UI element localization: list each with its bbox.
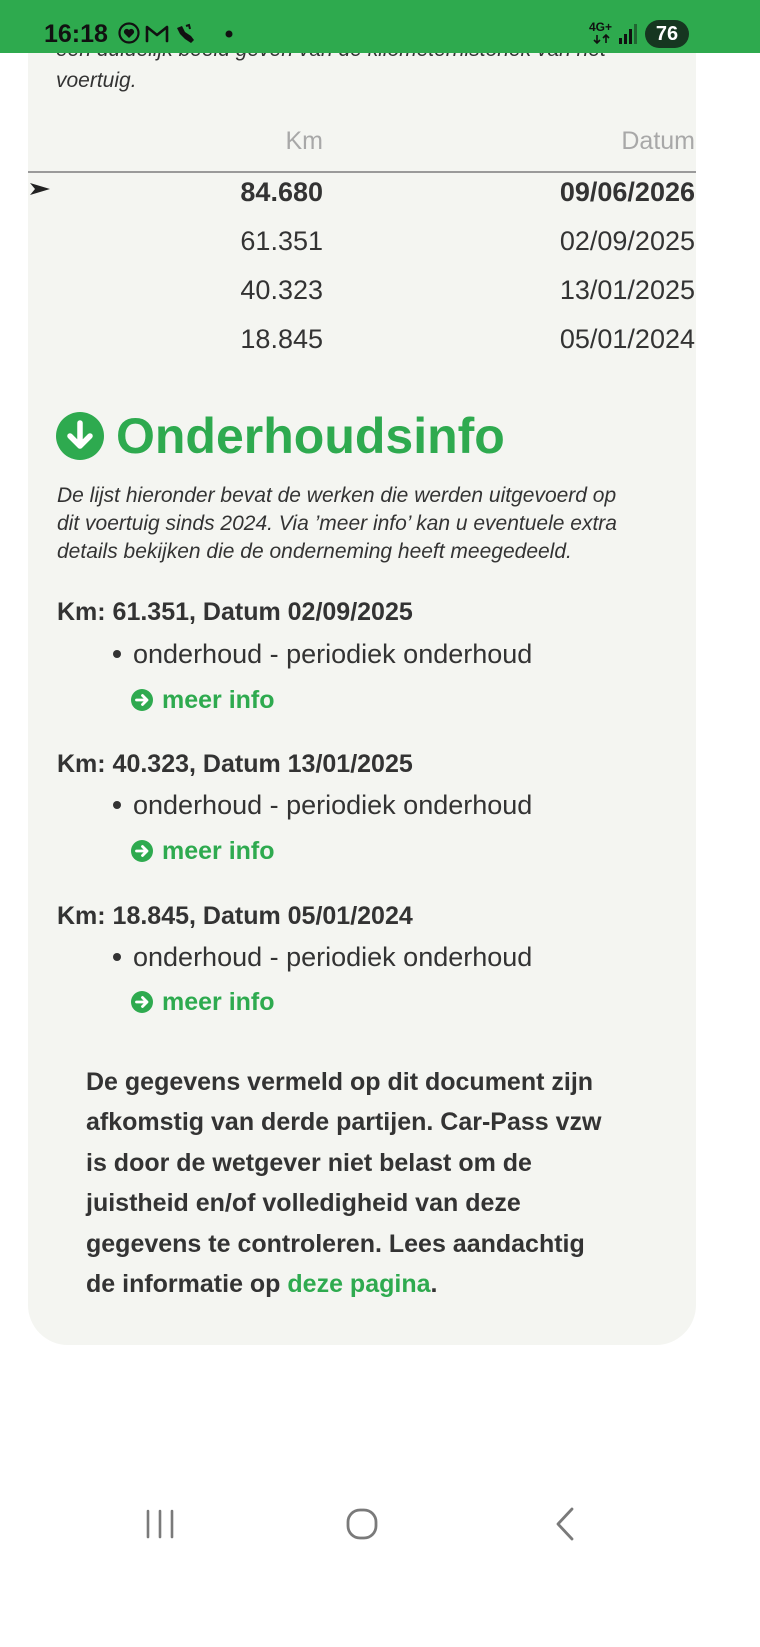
disclaimer-line: juistheid en/of volledigheid van deze [86,1189,521,1218]
disclaimer-line: afkomstig van derde partijen. Car-Pass vzw [86,1108,602,1137]
entry-title: Km: 40.323, Datum 13/01/2025 [57,750,413,778]
mileage-km: 84.680 [240,177,323,207]
current-row-marker-icon [30,183,50,195]
status-bar [0,0,760,53]
section-description-line: dit voertuig sinds 2024. Via ’meer info’ kan u eventuele extra [57,512,617,535]
entry-title: Km: 61.351, Datum 02/09/2025 [57,598,413,626]
signal-icon [619,24,637,44]
data-arrows-icon [592,34,612,44]
intro-text-line: voertuig. [56,69,137,92]
disclaimer-line: gegevens te controleren. Lees aandachtig [86,1229,585,1258]
bullet-dot-icon [113,953,121,961]
sneaker-icon [173,22,197,46]
section-title: Onderhoudsinfo [116,408,505,464]
meer-info-label[interactable]: meer info [162,988,275,1016]
mileage-date: 05/01/2024 [559,324,695,354]
mileage-date: 02/09/2025 [559,226,695,256]
disclaimer-line: is door de wetgever niet belast om de [86,1148,532,1177]
disclaimer-end: . [430,1270,438,1299]
disclaimer [86,1062,601,1304]
back-icon[interactable] [545,1504,585,1544]
mileage-date: 13/01/2025 [559,275,695,305]
entry-item-text: onderhoud - periodiek onderhoud [133,942,533,972]
arrow-right-circle-icon[interactable] [131,840,153,862]
arrow-right-circle-icon[interactable] [131,991,153,1013]
disclaimer-line: De gegevens vermeld op dit document zijn [86,1068,594,1096]
battery-indicator: 76 [645,20,689,48]
section-description-line: De lijst hieronder bevat de werken die werden uitgevoerd op [57,484,617,507]
arrow-down-circle-icon [56,412,104,460]
meer-info-label[interactable]: meer info [162,837,275,865]
mileage-km: 61.351 [240,226,323,256]
entry-title: Km: 18.845, Datum 05/01/2024 [57,902,413,930]
mileage-km: 18.845 [240,324,323,354]
notification-dot-icon [225,30,233,38]
back-button[interactable] [545,1504,585,1544]
status-time: 16:18 [44,20,108,48]
recent-apps-button[interactable] [140,1504,180,1544]
mileage-date: 09/06/2026 [559,177,695,207]
section-description-line: details bekijken die de onderneming heeft meegedeeld. [57,540,572,563]
home-button[interactable] [342,1504,382,1544]
bullet-dot-icon [113,801,121,809]
date-column-header: Datum [621,127,695,155]
home-icon[interactable] [342,1504,382,1544]
bullet-dot-icon [113,650,121,658]
gmail-icon [145,24,169,43]
disclaimer-line [86,1264,601,1304]
recent-apps-icon[interactable] [140,1504,180,1544]
meer-info-label[interactable]: meer info [162,686,275,714]
arrow-right-circle-icon[interactable] [131,689,153,711]
disclaimer-line-text: de informatie op [86,1270,288,1299]
entry-item-text: onderhoud - periodiek onderhoud [133,639,533,669]
entry-item-text: onderhoud - periodiek onderhoud [133,790,533,820]
network-type-label: 4G+ [589,20,613,34]
disclaimer-link[interactable]: deze pagina [287,1270,431,1299]
heart-circle-icon [118,22,140,44]
mileage-km: 40.323 [240,275,323,305]
table-divider [28,171,696,173]
km-column-header: Km [285,127,323,155]
